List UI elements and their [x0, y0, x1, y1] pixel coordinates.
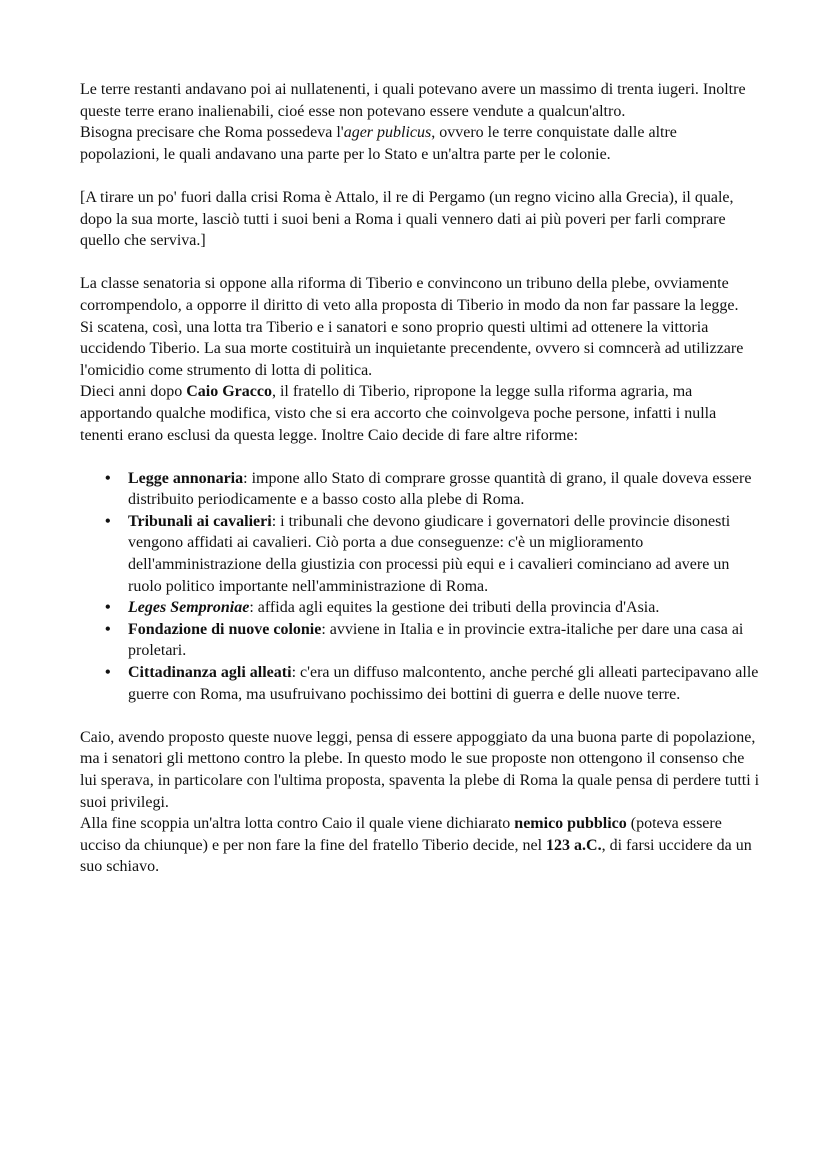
list-item-tribunali-cavalieri [80, 511, 760, 597]
reform-bullet-list [80, 468, 760, 706]
paragraph-attalo: [A tirare un po' fuori dalla crisi Roma è Attalo, il re di Pergamo (un regno vicino alla Grecia), il quale, dopo la sua morte, lasciò tutti i suoi beni a Roma i quali vennero dati ai più poveri per farli comprare quello che serviva.] [80, 188, 734, 250]
list-item-term: Fondazione di nuove colonie [128, 620, 322, 638]
paragraph-spacer [80, 446, 760, 468]
list-item-term: Legge annonaria [128, 469, 244, 487]
paragraph-text: Dieci anni dopo [80, 383, 187, 401]
list-item-cittadinanza-alleati [80, 662, 760, 705]
paragraph-terre-restanti: Le terre restanti andavano poi ai nullatenenti, i quali potevano avere un massimo di trenta iugeri. Inoltre queste terre erano inalienabili, cioé esse non potevano essere vendute a qualcun'altro. [80, 81, 746, 120]
list-item-term-italic: Leges Semproniae [128, 599, 250, 617]
bullet-icon: • [105, 664, 111, 682]
bullet-icon: • [105, 599, 111, 617]
list-item-text: : affida agli equites la gestione dei tributi della provincia d'Asia. [249, 599, 660, 617]
paragraph-spacer [80, 165, 760, 187]
paragraph-caio-gracco [80, 381, 760, 446]
bullet-icon: • [105, 512, 111, 530]
paragraph-text: , il fratello di Tiberio, ripropone la legge sulla riforma agraria, ma apportando qualche modifica, visto che si era accorto che coinvolgeva poche persone, infatti i nulla tenenti erano esclusi da questa legge. Inoltre Caio decide di fare altre riforme: [80, 383, 717, 444]
paragraph-lotta-tiberio: Si scatena, così, una lotta tra Tiberio e i sanatori e sono proprio questi ultimi ad ottenere la vittoria uccidendo Tiberio. La sua morte costituirà un inquietante precendente, ovvero si comncerà ad utilizzare l'omicidio come strumento di lotta di politica. [80, 318, 744, 379]
paragraph-text: (poteva essere ucciso da chiunque) e per non fare la fine del fratello Tiberio decide, nel [80, 815, 722, 854]
list-item-text: : avviene in Italia e in provincie extra-italiche per dare una casa ai proletari. [128, 620, 744, 660]
italic-term-ager-publicus: ager publicus [343, 124, 432, 142]
paragraph-spacer [80, 252, 760, 274]
bold-term-caio-gracco: Caio Gracco [186, 383, 272, 401]
paragraph-text: , ovvero le terre conquistate dalle altre popolazioni, le quali andavano una parte per lo Stato e un'altra parte per le colonie. [80, 124, 677, 163]
paragraph-ager-publicus [80, 122, 760, 165]
bold-term-nemico-pubblico: nemico pubblico [514, 815, 627, 833]
paragraph-text: , di farsi uccidere da un suo schiavo. [80, 836, 752, 876]
paragraph-classe-senatoria: La classe senatoria si oppone alla riforma di Tiberio e convincono un tribuno della plebe, ovviamente corrompendolo, a opporre il diritto di veto alla proposta di Tiberio in modo da non far passare la legge. [80, 275, 739, 314]
bold-term-date: 123 a.C. [546, 836, 602, 854]
paragraph-caio-leggi: Caio, avendo proposto queste nuove leggi, pensa di essere appoggiato da una buona parte di popolazione, ma i senatori gli mettono contro la plebe. In questo modo le sue proposte non ottengono il consenso che lui sperava, in particolare con l'ultima proposta, spaventa la plebe di Roma la quale pensa di perdere tutti i suoi privilegi. [80, 728, 760, 811]
list-item-legge-annonaria [80, 468, 760, 511]
document-page [80, 79, 760, 878]
list-item-text: : impone allo Stato di comprare grosse quantità di grano, il quale doveva essere distribuito periodicamente e a basso costo alla plebe di Roma. [128, 469, 752, 509]
list-item-term: Cittadinanza agli alleati [128, 664, 292, 682]
list-item-text: : c'era un diffuso malcontento, anche perché gli alleati partecipavano alle guerre con Roma, ma usufruivano pochissimo dei bottini di guerra e delle nuove terre. [128, 664, 759, 703]
list-item-leges-semproniae [80, 597, 760, 619]
list-item-term: Tribunali ai cavalieri [128, 512, 272, 530]
list-item-nuove-colonie [80, 619, 760, 662]
bullet-icon: • [105, 469, 111, 487]
list-item-term [128, 599, 249, 616]
paragraph-text: Bisogna precisare che Roma possedeva l' [80, 124, 344, 142]
paragraph-text: Alla fine scoppia un'altra lotta contro Caio il quale viene dichiarato [80, 815, 515, 833]
bullet-icon: • [105, 620, 111, 638]
paragraph-nemico-pubblico [80, 813, 760, 878]
list-item-text: : i tribunali che devono giudicare i governatori delle provincie disonesti vengono affidati ai cavalieri. Ciò porta a due conseguenze: c'è un miglioramento dell'amministrazione della giustizia con processi più equi e i cavalieri cominciano ad avere un ruolo politico importante nell'amministrazione di Roma. [128, 512, 731, 595]
paragraph-spacer [80, 705, 760, 727]
